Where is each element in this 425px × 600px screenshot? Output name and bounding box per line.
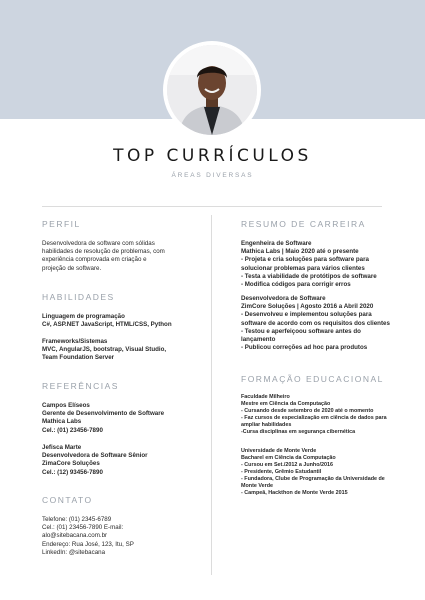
education-line: Faculdade Milheiro	[241, 394, 290, 400]
horizontal-divider	[42, 206, 382, 207]
career-line: solucionar problemas para vários clientes	[241, 264, 365, 272]
profile-photo-frame	[163, 41, 261, 139]
career-line: Mathica Labs | Maio 2020 até o presente	[241, 248, 359, 256]
skills-line: Linguagem de programação	[42, 313, 125, 320]
reference-1	[42, 402, 164, 435]
career-line: lançamento	[241, 336, 276, 344]
education-line: - Campeã, Hackthon de Monte Verde 2015	[241, 490, 348, 496]
career-job-1	[241, 240, 377, 289]
profile-line: Desenvolvedora de software com sólidas	[42, 240, 155, 247]
section-title-education: FORMAÇÃO EDUCACIONAL	[241, 374, 384, 384]
education-line: Universidade de Monte Verde	[241, 448, 317, 454]
skills-line: C#, ASP.NET JavaScript, HTML/CSS, Python	[42, 321, 172, 329]
section-title-skills: HABILIDADES	[42, 292, 115, 302]
contact-details	[42, 516, 134, 557]
contact-cell-email: Cel.: (01) 23456-7890 E-mail:	[42, 524, 124, 532]
career-line: Desenvolvedora de Software	[241, 295, 326, 302]
education-line: - Fundadora, Clube de Programação da Universidade de	[241, 476, 385, 482]
section-title-contact: CONTATO	[42, 495, 93, 505]
career-line: software de acordo com os requisitos dos clientes	[241, 319, 390, 327]
candidate-subtitle: ÁREAS DIVERSAS	[171, 172, 254, 179]
profile-line: projeção de software.	[42, 264, 102, 272]
contact-address: Endereço: Rua José, 123, Itu, SP	[42, 540, 134, 548]
reference-line: Desenvolvedora de Software Sênior	[42, 452, 148, 460]
section-title-references: REFERÊNCIAS	[42, 381, 119, 391]
skills-line: Team Foundation Server	[42, 354, 115, 362]
candidate-name: TOP CURRÍCULOS	[113, 146, 312, 166]
skills-line: MVC, AngularJS, bootstrap, Visual Studio,	[42, 346, 167, 354]
education-line: - Faz cursos de especialização em ciência de dados para	[241, 415, 387, 421]
reference-line: ZimaCore Soluções	[42, 460, 100, 468]
skills-group-languages	[42, 313, 172, 329]
career-line: Engenheira de Software	[241, 240, 312, 247]
reference-line: Mathica Labs	[42, 418, 82, 426]
education-line: Bacharel em Ciência da Computação	[241, 455, 336, 461]
reference-line: Campos Elíseos	[42, 402, 90, 409]
career-line: - Testou e aperfeiçoou software antes do	[241, 327, 361, 335]
career-line: ZimCore Soluções | Agosto 2016 a Abril 2020	[241, 303, 374, 311]
skills-line: Frameworks/Sistemas	[42, 338, 108, 345]
education-line: - Cursando desde setembro de 2020 até o momento	[241, 408, 374, 414]
education-line: - Cursou em Set./2012 a Junho/2016	[241, 462, 333, 468]
skills-group-frameworks	[42, 338, 166, 363]
contact-phone: Telefone: (01) 2345-6789	[42, 516, 112, 523]
education-2	[241, 448, 385, 497]
vertical-divider	[211, 215, 212, 575]
profile-line: habilidades de resolução de problemas, com	[42, 248, 165, 256]
reference-line: Jefisca Marte	[42, 444, 82, 451]
career-job-2	[241, 295, 390, 352]
contact-email: alo@sitebacana.com.br	[42, 532, 108, 540]
career-line: - Testa a viabilidade de protótipos de software	[241, 272, 377, 280]
career-line: - Desenvolveu e implementou soluções para	[241, 311, 372, 319]
career-line: - Projeta e cria soluções para software para	[241, 256, 369, 264]
education-line: Mestre em Ciência da Computação	[241, 401, 331, 407]
reference-2	[42, 444, 148, 477]
education-line: - Presidente, Grêmio Estudantil	[241, 469, 322, 475]
section-title-career: RESUMO DE CARREIRA	[241, 219, 366, 229]
reference-line: Cel.: (12) 93456-7890	[42, 468, 103, 476]
education-line: ampliar habilidades	[241, 422, 292, 428]
profile-photo	[167, 45, 257, 135]
reference-line: Gerente de Desenvolvimento de Software	[42, 410, 165, 418]
portrait-image	[167, 45, 257, 135]
profile-line: experiência comprovada em criação e	[42, 256, 147, 264]
reference-line: Cel.: (01) 23456-7890	[42, 426, 103, 434]
education-1	[241, 394, 387, 436]
profile-text	[42, 240, 165, 273]
career-line: - Publicou correções ad hoc para produtos	[241, 344, 368, 352]
contact-linkedin: LinkedIn: @sitebacana	[42, 548, 106, 556]
section-title-profile: PERFIL	[42, 219, 81, 229]
career-line: - Modifica códigos para corrigir erros	[241, 281, 351, 289]
education-line: Monte Verde	[241, 483, 274, 489]
education-line: -Cursa disciplinas em segurança cibernética	[241, 429, 356, 435]
